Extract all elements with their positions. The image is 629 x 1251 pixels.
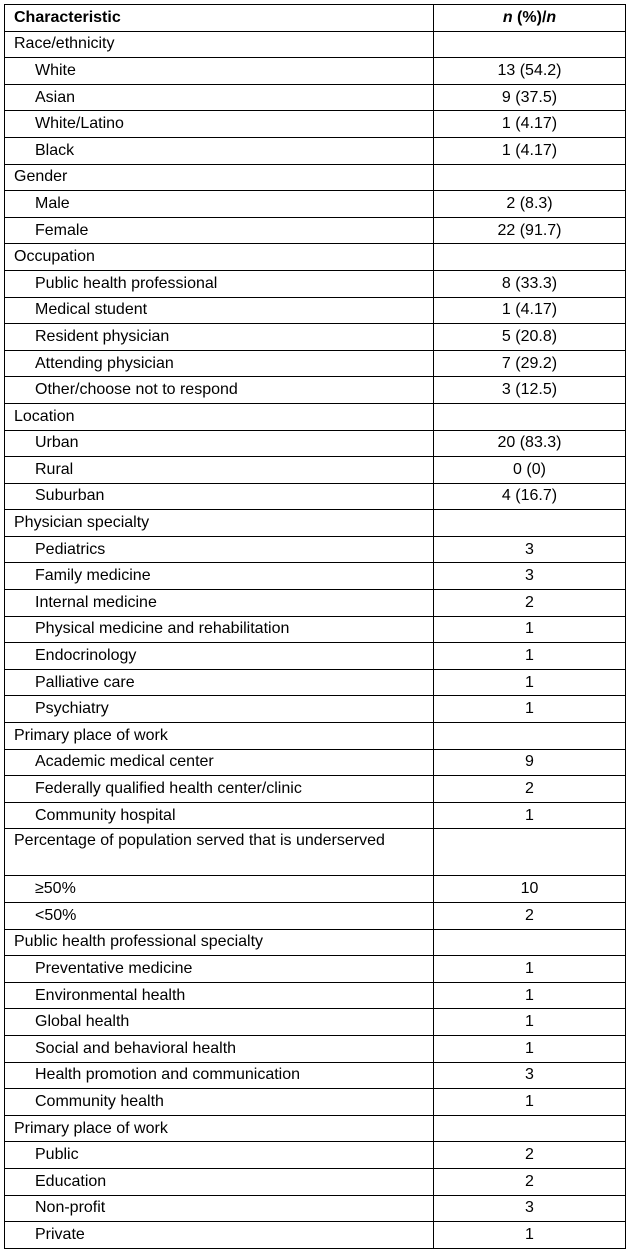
category-label: Public health professional specialty [5, 929, 434, 956]
table-row [5, 137, 626, 164]
row-label: Public [5, 1142, 434, 1169]
row-value: 2 [434, 1168, 626, 1195]
row-value: 3 [434, 1195, 626, 1222]
row-label: Resident physician [5, 324, 434, 351]
row-label: Community hospital [5, 802, 434, 829]
row-value: 5 (20.8) [434, 324, 626, 351]
row-value: 8 (33.3) [434, 270, 626, 297]
category-row [5, 403, 626, 430]
row-label: Environmental health [5, 982, 434, 1009]
table-row [5, 1035, 626, 1062]
row-value [434, 929, 626, 956]
table-row [5, 377, 626, 404]
row-value: 3 (12.5) [434, 377, 626, 404]
header-n1: n [502, 8, 513, 26]
category-row [5, 244, 626, 271]
header-n-percent [434, 5, 626, 32]
header-row [5, 5, 626, 32]
table-row [5, 84, 626, 111]
row-label: Female [5, 217, 434, 244]
row-label: Asian [5, 84, 434, 111]
row-label: Urban [5, 430, 434, 457]
category-row [5, 31, 626, 58]
table-row [5, 616, 626, 643]
row-value [434, 1115, 626, 1142]
row-label: Endocrinology [5, 643, 434, 670]
row-label: Suburban [5, 483, 434, 510]
row-label: <50% [5, 903, 434, 930]
category-label: Location [5, 403, 434, 430]
row-value: 2 [434, 1142, 626, 1169]
header-n2: n [546, 8, 557, 26]
row-value: 13 (54.2) [434, 58, 626, 85]
row-label: White [5, 58, 434, 85]
row-label: Attending physician [5, 350, 434, 377]
table-row [5, 111, 626, 138]
row-label: Education [5, 1168, 434, 1195]
table-row [5, 1168, 626, 1195]
row-label: Private [5, 1222, 434, 1249]
row-label: Non-profit [5, 1195, 434, 1222]
row-value: 2 [434, 903, 626, 930]
row-value: 4 (16.7) [434, 483, 626, 510]
row-value: 22 (91.7) [434, 217, 626, 244]
table-row [5, 1195, 626, 1222]
row-label: Rural [5, 457, 434, 484]
header-characteristic: Characteristic [5, 5, 434, 32]
row-value [434, 829, 626, 876]
table-row [5, 350, 626, 377]
row-value: 1 [434, 1222, 626, 1249]
row-value [434, 403, 626, 430]
row-label: Federally qualified health center/clinic [5, 776, 434, 803]
table-row [5, 536, 626, 563]
row-value: 3 [434, 1062, 626, 1089]
category-label: Race/ethnicity [5, 31, 434, 58]
row-value: 1 [434, 669, 626, 696]
row-value [434, 723, 626, 750]
row-value: 3 [434, 563, 626, 590]
row-value [434, 31, 626, 58]
category-row [5, 510, 626, 537]
table-row [5, 1142, 626, 1169]
table-row [5, 191, 626, 218]
category-label: Occupation [5, 244, 434, 271]
table-row [5, 270, 626, 297]
row-value: 7 (29.2) [434, 350, 626, 377]
table-row [5, 776, 626, 803]
row-label: Global health [5, 1009, 434, 1036]
row-label: ≥50% [5, 876, 434, 903]
row-label: Black [5, 137, 434, 164]
category-label: Physician specialty [5, 510, 434, 537]
row-label: Medical student [5, 297, 434, 324]
table-row [5, 1222, 626, 1249]
row-label: Male [5, 191, 434, 218]
row-value: 1 [434, 1089, 626, 1116]
table-row [5, 982, 626, 1009]
row-label: Community health [5, 1089, 434, 1116]
row-label: Physical medicine and rehabilitation [5, 616, 434, 643]
table-row [5, 430, 626, 457]
table-row [5, 802, 626, 829]
category-label: Primary place of work [5, 723, 434, 750]
row-value: 9 (37.5) [434, 84, 626, 111]
row-label: Internal medicine [5, 590, 434, 617]
row-value [434, 244, 626, 271]
row-label: Health promotion and communication [5, 1062, 434, 1089]
row-value: 2 [434, 590, 626, 617]
category-row [5, 929, 626, 956]
row-label: Palliative care [5, 669, 434, 696]
row-label: Psychiatry [5, 696, 434, 723]
table-row [5, 643, 626, 670]
row-value: 3 [434, 536, 626, 563]
row-label: Family medicine [5, 563, 434, 590]
row-value [434, 510, 626, 537]
row-value: 1 [434, 643, 626, 670]
row-value: 1 (4.17) [434, 297, 626, 324]
row-label: Other/choose not to respond [5, 377, 434, 404]
row-value: 9 [434, 749, 626, 776]
row-value: 0 (0) [434, 457, 626, 484]
row-value: 20 (83.3) [434, 430, 626, 457]
row-value: 1 [434, 616, 626, 643]
category-label: Percentage of population served that is underserved [5, 829, 434, 876]
table-row [5, 876, 626, 903]
table-row [5, 217, 626, 244]
row-label: White/Latino [5, 111, 434, 138]
table-row [5, 324, 626, 351]
table-row [5, 58, 626, 85]
row-label: Pediatrics [5, 536, 434, 563]
row-value: 1 [434, 1035, 626, 1062]
table-row [5, 956, 626, 983]
table-row [5, 590, 626, 617]
header-pct: (%)/ [512, 8, 547, 26]
row-label: Public health professional [5, 270, 434, 297]
category-row [5, 829, 626, 876]
row-value: 1 [434, 956, 626, 983]
row-value: 2 [434, 776, 626, 803]
category-row [5, 723, 626, 750]
row-value: 1 (4.17) [434, 111, 626, 138]
row-value: 1 [434, 1009, 626, 1036]
table-row [5, 457, 626, 484]
table-row [5, 669, 626, 696]
table-row [5, 749, 626, 776]
table-row [5, 696, 626, 723]
category-row [5, 1115, 626, 1142]
row-value: 1 [434, 802, 626, 829]
row-label: Preventative medicine [5, 956, 434, 983]
table-body [5, 31, 626, 1248]
table-row [5, 1009, 626, 1036]
table-row [5, 1089, 626, 1116]
row-value: 1 (4.17) [434, 137, 626, 164]
table-row [5, 563, 626, 590]
category-label: Primary place of work [5, 1115, 434, 1142]
row-value: 1 [434, 982, 626, 1009]
table-row [5, 903, 626, 930]
characteristics-table [4, 4, 626, 1249]
category-label: Gender [5, 164, 434, 191]
category-row [5, 164, 626, 191]
row-value [434, 164, 626, 191]
table-row [5, 483, 626, 510]
row-value: 2 (8.3) [434, 191, 626, 218]
row-label: Social and behavioral health [5, 1035, 434, 1062]
row-value: 1 [434, 696, 626, 723]
table-row [5, 1062, 626, 1089]
table-row [5, 297, 626, 324]
row-label: Academic medical center [5, 749, 434, 776]
row-value: 10 [434, 876, 626, 903]
